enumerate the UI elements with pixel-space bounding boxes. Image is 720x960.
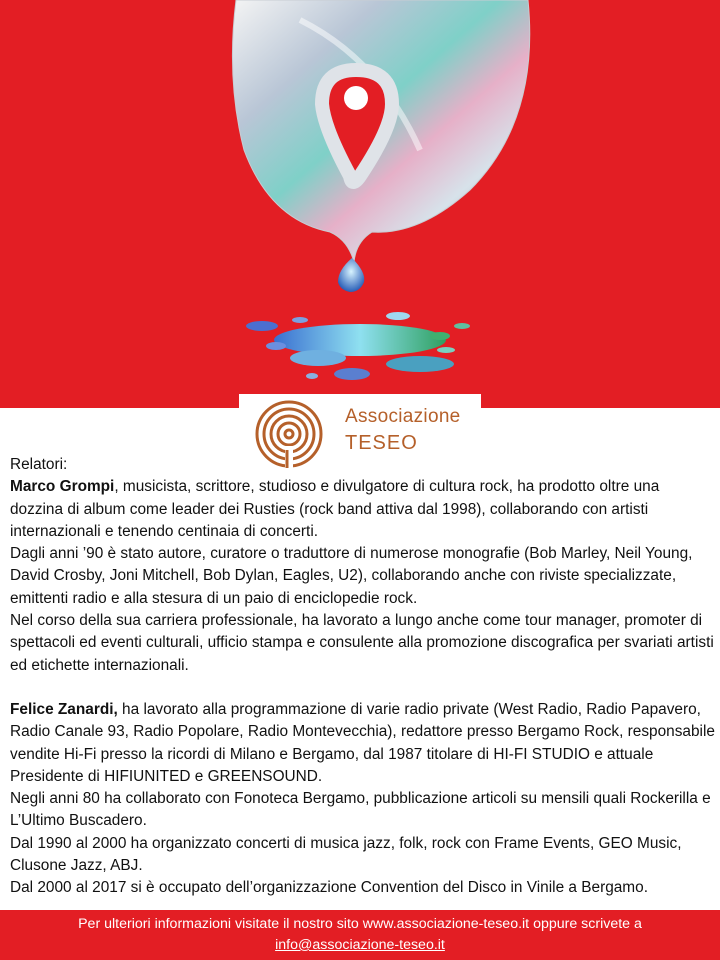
speaker-2-bio bbox=[10, 699, 715, 788]
logo-line-2: TESEO bbox=[345, 432, 418, 454]
speaker-1-para-3: Nel corso della sua carriera professionale, ha lavorato a lungo anche come tour manager, promoter di spettacoli ed eventi culturali, ufficio stampa e consulente alla promozione discografica per svariati artisti ed etichette internazionali. bbox=[10, 612, 714, 674]
speaker-1-name: Marco Grompi bbox=[10, 478, 115, 496]
melting-cd-illustration bbox=[0, 0, 720, 408]
spacer bbox=[10, 677, 715, 699]
logo-line-1: Associazione bbox=[345, 406, 461, 427]
speaker-2-para-3: Dal 1990 al 2000 ha organizzato concerti di musica jazz, folk, rock con Frame Events, GEO Music, Clusone Jazz, ABJ. bbox=[10, 834, 682, 875]
speaker-2-para-4: Dal 2000 al 2017 si è occupato dell’organizzazione Convention del Disco in Vinile a Bergamo. bbox=[10, 879, 648, 897]
speaker-2-bio-text: ha lavorato alla programmazione di varie radio private (West Radio, Radio Papavero, Radio Canale 93, Radio Popolare, Radio Montevecchia), redattore presso Bergamo Rock, responsabile vendite Hi-Fi presso la ricordi di Milano e Bergamo, dal 1987 titolare di HI-FI STUDIO e attuale Presidente di HIFIUNITED e GREENSOUND. bbox=[10, 700, 715, 785]
speakers-heading: Relatori: bbox=[10, 456, 68, 473]
footer-email-link[interactable]: info@associazione-teseo.it bbox=[275, 937, 445, 953]
speaker-2-name: Felice Zanardi, bbox=[10, 700, 118, 718]
speaker-2-para-2: Negli anni 80 ha collaborato con Fonoteca Bergamo, pubblicazione articoli su mensili quali Rockerilla e L’Ultimo Buscadero. bbox=[10, 790, 711, 830]
footer-text: Per ulteriori informazioni visitate il nostro sito www.associazione-teseo.it oppure scrivete a bbox=[78, 916, 642, 932]
speaker-1-bio-text: , musicista, scrittore, studioso e divulgatore di cultura rock, ha prodotto oltre una dozzina di album come leader dei Rusties (rock band attiva dal 1998), collaborando con artisti internazionali e tenendo centinaia di concerti. bbox=[10, 478, 660, 540]
speaker-1-bio bbox=[10, 476, 715, 543]
footer-bar bbox=[0, 910, 720, 960]
speaker-1-para-2: Dagli anni ’90 è stato autore, curatore o traduttore di numerose monografie (Bob Marley, Neil Young, David Crosby, Joni Mitchell, Bob Dylan, Eagles, U2), collaborando anche con riviste specializzate, emittenti radio e alla stesura di un paio di enciclopedie rock. bbox=[10, 545, 693, 607]
speakers-section bbox=[10, 454, 715, 900]
hero-illustration bbox=[0, 0, 720, 408]
